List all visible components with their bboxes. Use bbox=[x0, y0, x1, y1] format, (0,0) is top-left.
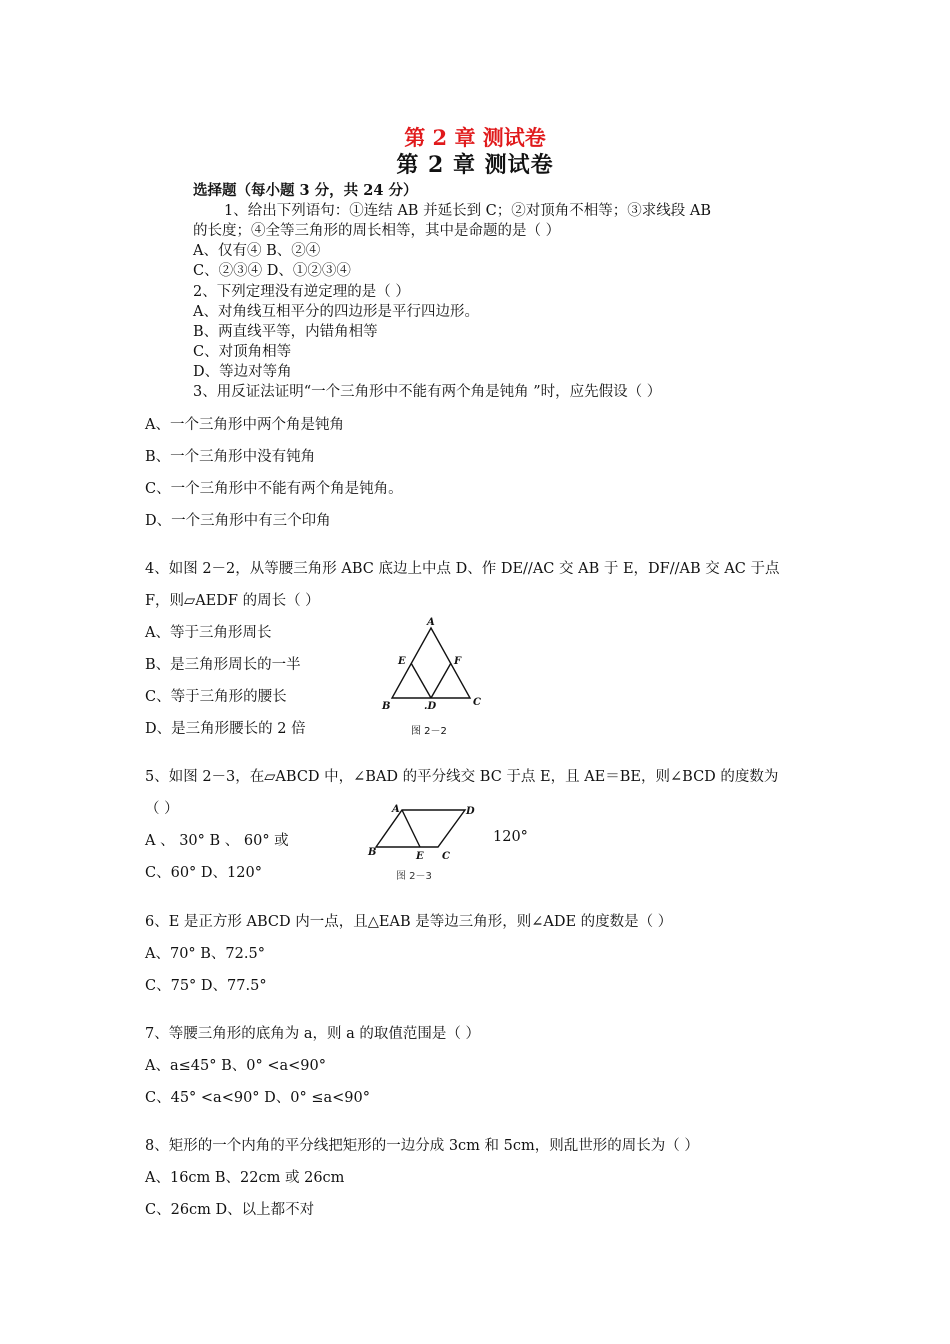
q1-stem-line1: 1、给出下列语句：①连结 AB 并延长到 C；②对顶角不相等；③求线段 AB bbox=[224, 203, 712, 219]
section-heading: 选择题（每小题 3 分，共 24 分） bbox=[193, 182, 418, 199]
q2-option-c: C、对顶角相等 bbox=[193, 344, 292, 360]
figure-caption: 图 2－2 bbox=[411, 726, 447, 737]
q4-option-d: D、是三角形腰长的 2 倍 bbox=[145, 721, 306, 737]
q1-stem-line2: 的长度；④全等三角形的周长相等，其中是命题的是（ ） bbox=[193, 223, 561, 239]
label-d: D bbox=[466, 806, 475, 817]
segment-df bbox=[431, 663, 451, 698]
q4-option-b: B、是三角形周长的一半 bbox=[145, 657, 301, 673]
q7-options-cd: C、45° <a<90° D、0° ≤a<90° bbox=[145, 1090, 371, 1106]
q7-stem: 7、等腰三角形的底角为 a，则 a 的取值范围是（ ） bbox=[145, 1026, 480, 1042]
q8-options-cd: C、26cm D、以上都不对 bbox=[145, 1202, 315, 1218]
label-f: F bbox=[454, 656, 462, 667]
q3-option-d: D、一个三角形中有三个印角 bbox=[145, 513, 331, 529]
q6-options-cd: C、75° D、77.5° bbox=[145, 978, 267, 994]
page-title-red: 第 2 章 测试卷 bbox=[404, 125, 546, 150]
label-e: E bbox=[398, 656, 406, 667]
label-b: B bbox=[368, 847, 377, 858]
q8-options-ab: A、16cm B、22cm 或 26cm bbox=[145, 1170, 345, 1186]
q5-options-ab: A 、 30° B 、 60° 或 bbox=[145, 833, 289, 849]
q5-stem-line1: 5、如图 2－3，在▱ABCD 中，∠BAD 的平分线交 BC 于点 E，且 AE＝BE，则∠BCD 的度数为 bbox=[145, 769, 779, 785]
label-a: A bbox=[392, 804, 400, 815]
q2-option-b: B、两直线平等，内错角相等 bbox=[193, 324, 378, 340]
figure-2-2 bbox=[378, 614, 488, 740]
q1-options-ab: A、仅有④ B、②④ bbox=[193, 243, 321, 259]
label-c: C bbox=[442, 851, 450, 862]
q3-option-c: C、一个三角形中不能有两个角是钝角。 bbox=[145, 481, 403, 497]
q2-option-a: A、对角线互相平分的四边形是平行四边形。 bbox=[193, 304, 479, 320]
page-title: 第 2 章 测试卷 bbox=[396, 152, 554, 178]
q6-options-ab: A、70° B、72.5° bbox=[145, 946, 265, 962]
q5-stem-line2: （ ） bbox=[145, 801, 179, 817]
q5-option-b-tail: 120° bbox=[493, 829, 528, 845]
q2-stem: 2、下列定理没有逆定理的是（ ） bbox=[193, 284, 410, 300]
figure-caption: 图 2－3 bbox=[396, 871, 432, 882]
label-d: .D bbox=[424, 701, 437, 712]
label-e: E bbox=[416, 851, 424, 862]
q1-options-cd: C、②③④ D、①②③④ bbox=[193, 263, 351, 279]
q4-option-c: C、等于三角形的腰长 bbox=[145, 689, 287, 705]
q4-stem-line1: 4、如图 2－2，从等腰三角形 ABC 底边上中点 D、作 DE//AC 交 AB 于 E，DF//AB 交 AC 于点 bbox=[145, 561, 780, 577]
q2-option-d: D、等边对等角 bbox=[193, 364, 292, 380]
q3-stem: 3、用反证法证明“一个三角形中不能有两个角是钝角 ”时，应先假设（ ） bbox=[193, 384, 662, 400]
q5-options-cd: C、60° D、120° bbox=[145, 865, 262, 881]
q6-stem: 6、E 是正方形 ABCD 内一点，且△EAB 是等边三角形，则∠ADE 的度数是（ ） bbox=[145, 914, 673, 930]
q8-stem: 8、矩形的一个内角的平分线把矩形的一边分成 3cm 和 5cm，则乱世形的周长为（ ） bbox=[145, 1138, 699, 1154]
q7-options-ab: A、a≤45° B、0° <a<90° bbox=[145, 1058, 326, 1074]
q4-option-a: A、等于三角形周长 bbox=[145, 625, 272, 641]
label-b: B bbox=[382, 701, 391, 712]
q3-option-a: A、一个三角形中两个角是钝角 bbox=[145, 417, 344, 433]
label-c: C bbox=[473, 697, 481, 708]
label-a: A bbox=[427, 617, 435, 628]
q4-stem-line2: F，则▱AEDF 的周长（ ） bbox=[145, 593, 320, 609]
q3-option-b: B、一个三角形中没有钝角 bbox=[145, 449, 316, 465]
figure-2-3 bbox=[366, 800, 488, 886]
parallelogram-abcd bbox=[376, 810, 465, 847]
segment-ed bbox=[411, 663, 431, 698]
segment-ae bbox=[402, 810, 420, 847]
